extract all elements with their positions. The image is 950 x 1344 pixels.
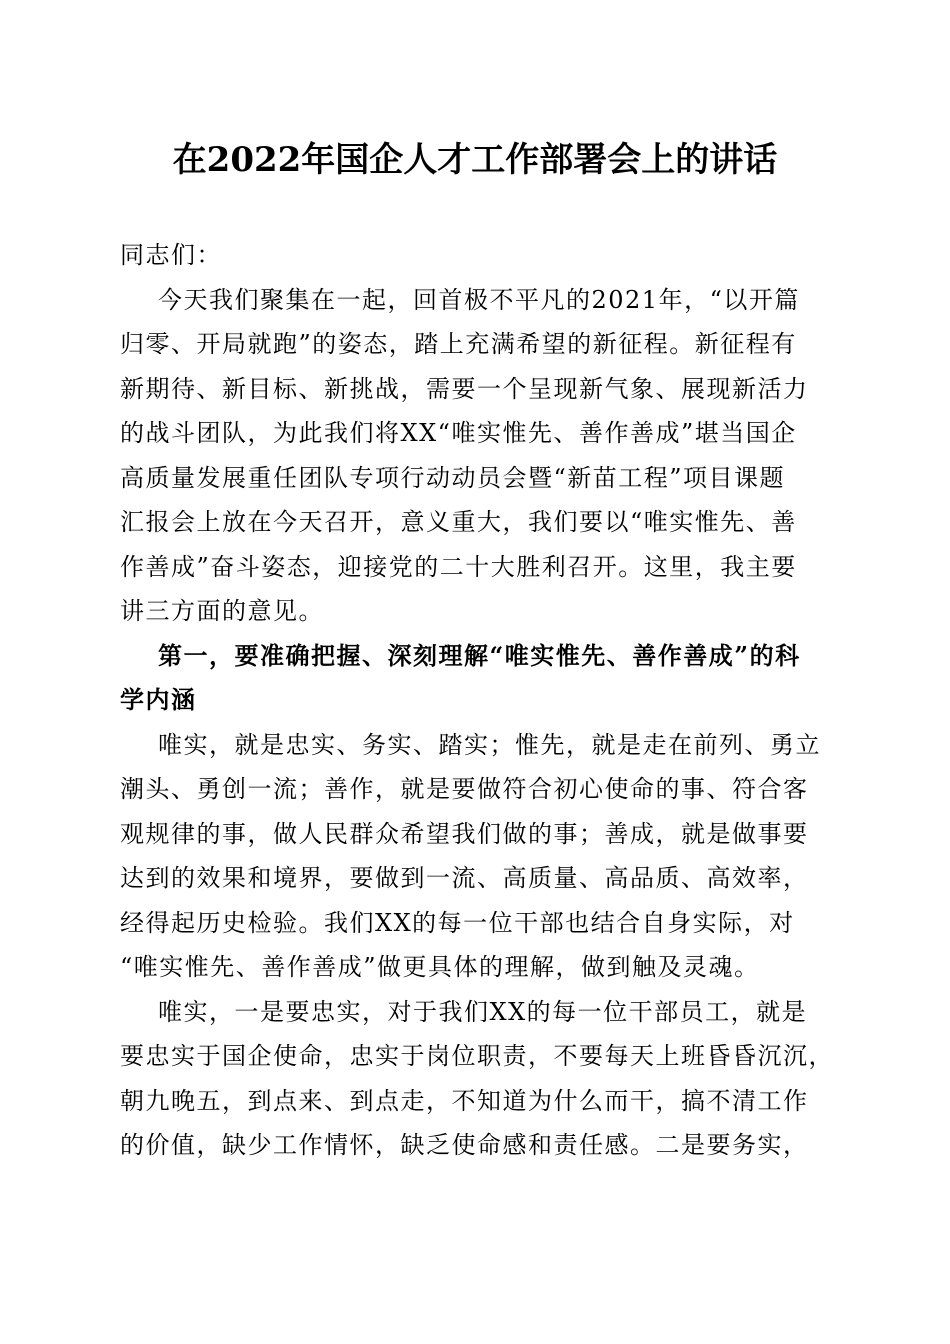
paragraph-line: 唯实，一是要忠实，对于我们XX的每一位干部员工，就是 (158, 997, 808, 1026)
paragraph-line: 观规律的事，做人民群众希望我们做的事；善成，就是做事要 (120, 819, 809, 848)
paragraph-line: 同志们： (120, 241, 222, 269)
paragraph-line: 作善成”奋斗姿态，迎接党的二十大胜利召开。这里，我主要 (120, 552, 797, 581)
paragraph-line: 潮头、勇创一流；善作，就是要做符合初心使命的事、符合客 (120, 775, 809, 803)
paragraph-line: 经得起历史检验。我们XX的每一位干部也结合自身实际，对 (120, 908, 795, 937)
document-title: 在2022年国企人才工作部署会上的讲话 (172, 140, 778, 180)
paragraph-line: 归零、开局就跑”的姿态，踏上充满希望的新征程。新征程有 (120, 330, 797, 358)
paragraph-line: 讲三方面的意见。 (120, 597, 324, 625)
paragraph-line: 唯实，就是忠实、务实、踏实；惟先，就是走在前列、勇立 (158, 730, 821, 759)
section-heading-line: 学内涵 (120, 685, 197, 714)
paragraph-line: 汇报会上放在今天召开，意义重大，我们要以“唯实惟先、善 (120, 508, 797, 536)
paragraph-line: 的战斗团队，为此我们将XX“唯实惟先、善作善成”堪当国企 (120, 419, 797, 447)
paragraph-line: “唯实惟先、善作善成”做更具体的理解，做到触及灵魂。 (120, 953, 760, 981)
paragraph-line: 高质量发展重任团队专项行动动员会暨“新苗工程”项目课题 (120, 463, 786, 492)
paragraph-line: 新期待、新目标、新挑战，需要一个呈现新气象、展现新活力 (120, 374, 809, 403)
paragraph-line: 今天我们聚集在一起，回首极不平凡的2021年，“以开篇 (158, 285, 800, 314)
paragraph-line: 达到的效果和境界，要做到一流、高质量、高品质、高效率， (120, 864, 809, 892)
paragraph-line: 的价值，缺少工作情怀，缺乏使命感和责任感。二是要务实， (120, 1131, 809, 1159)
document-body (120, 233, 840, 1168)
paragraph-line: 朝九晚五，到点来、到点走，不知道为什么而干，搞不清工作 (120, 1086, 809, 1115)
section-heading-line: 第一，要准确把握、深刻理解“唯实惟先、善作善成”的科 (158, 640, 801, 670)
paragraph-line: 要忠实于国企使命，忠实于岗位职责，不要每天上班昏昏沉沉， (120, 1042, 834, 1070)
